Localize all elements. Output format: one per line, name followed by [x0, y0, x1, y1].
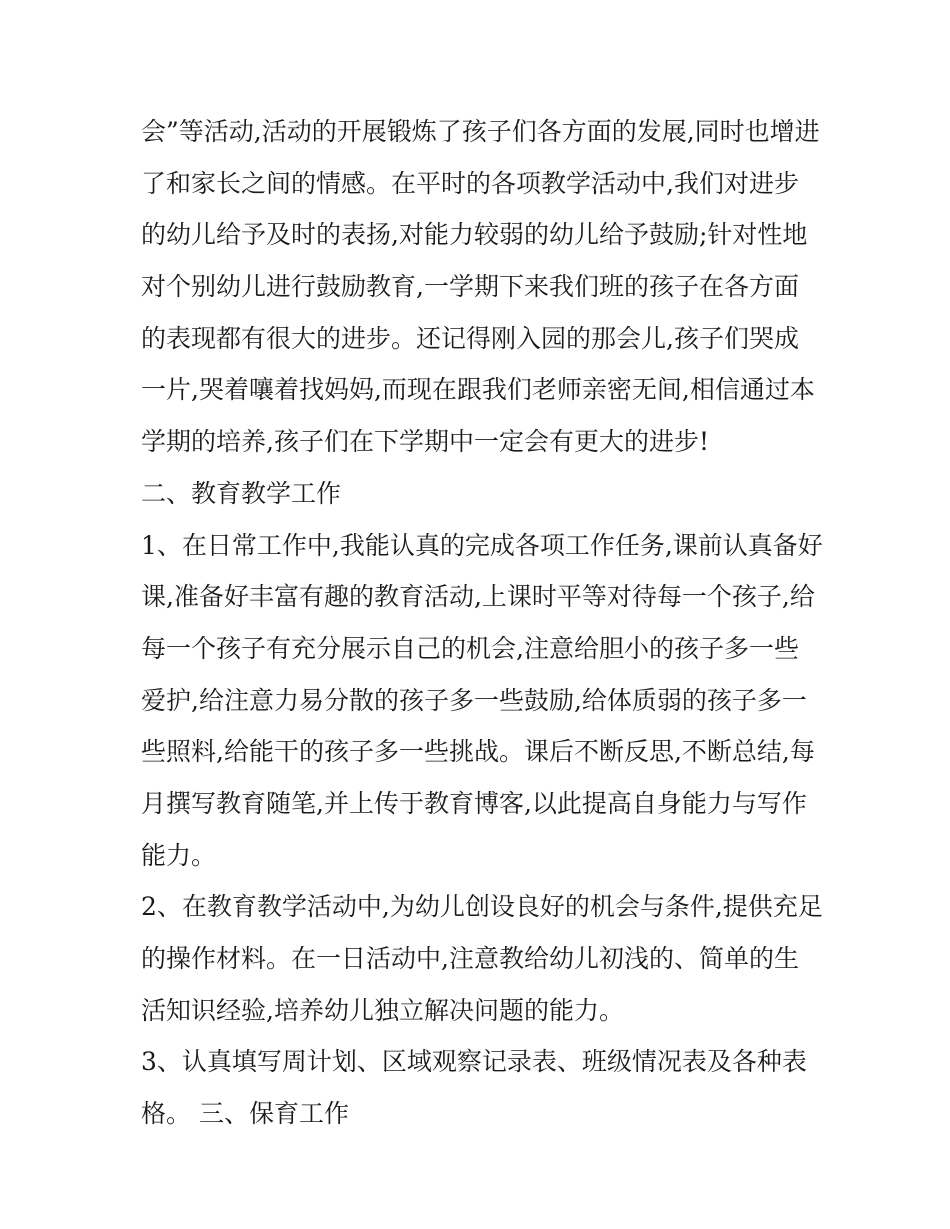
- document-body: [141, 106, 821, 1140]
- text-line: 每一个孩子有充分展示自己的机会,注意给胆小的孩子多一些: [141, 633, 799, 663]
- text-line: 课,准备好丰富有趣的教育活动,上课时平等对待每一个孩子,给: [141, 582, 815, 612]
- text-line: 1、在日常工作中,我能认真的完成各项工作任务,课前认真备好: [141, 530, 823, 560]
- text-line: 3、认真填写周计划、区域观察记录表、班级情况表及各种表: [141, 1047, 807, 1077]
- text-line: 了和家长之间的情感。在平时的各项教学活动中,我们对进步: [141, 168, 799, 198]
- text-line: 会”等活动,活动的开展锻炼了孩子们各方面的发展,同时也增进: [141, 117, 820, 146]
- text-line: 些照料,给能干的孩子多一些挑战。课后不断反思,不断总结,每: [141, 737, 815, 767]
- text-line: 的表现都有很大的进步。还记得刚入园的那会儿,孩子们哭成: [141, 323, 799, 353]
- text-line: 学期的培养,孩子们在下学期中一定会有更大的进步!: [141, 427, 709, 457]
- text-line: 对个别幼儿进行鼓励教育,一学期下来我们班的孩子在各方面: [141, 272, 799, 302]
- section-heading: 二、教育教学工作: [141, 478, 342, 508]
- text-line: 的幼儿给予及时的表扬,对能力较弱的幼儿给予鼓励;针对性地: [141, 220, 808, 250]
- text-line: 活知识经验,培养幼儿独立解决问题的能力。: [141, 995, 624, 1025]
- text-line: 2、在教育教学活动中,为幼儿创设良好的机会与条件,提供充足: [141, 892, 823, 922]
- text-line: 格。 三、保育工作: [141, 1099, 349, 1129]
- text-line: 爱护,给注意力易分散的孩子多一些鼓励,给体质弱的孩子多一: [141, 685, 807, 715]
- text-line: 一片,哭着嚷着找妈妈,而现在跟我们老师亲密无间,相信通过本: [141, 375, 815, 405]
- text-line: 的操作材料。在一日活动中,注意教给幼儿初浅的、简单的生: [141, 944, 799, 973]
- text-line: 能力。: [141, 840, 217, 870]
- text-line: 月撰写教育随笔,并上传于教育博客,以此提高自身能力与写作: [141, 788, 807, 818]
